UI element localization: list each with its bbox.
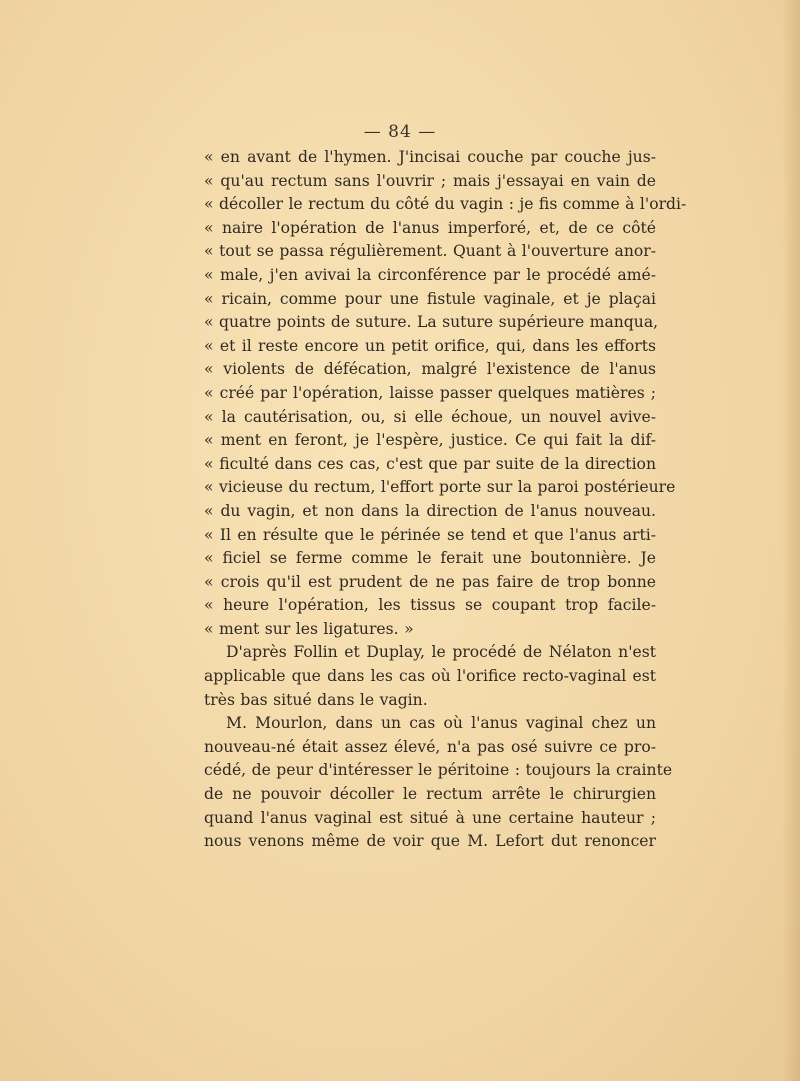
text-line: « la cautérisation, ou, si elle échoue, un nouvel avive- <box>204 407 656 426</box>
text-line: « tout se passa régulièrement. Quant à l'ouverture anor- <box>204 242 656 261</box>
page-edge-shadow <box>782 0 800 1081</box>
text-line: « vicieuse du rectum, l'effort porte sur la paroi postérieure <box>204 478 676 497</box>
page-number: — 84 — <box>363 122 437 142</box>
text-line: « en avant de l'hymen. J'incisai couche par couche jus- <box>204 148 656 166</box>
text-line: « décoller le rectum du côté du vagin : je fis comme à l'ordi- <box>204 195 687 214</box>
text-line: « quatre points de suture. La suture supérieure manqua, <box>204 313 659 332</box>
text-line: D'après Follin et Duplay, le procédé de Nélaton n'est <box>226 643 656 662</box>
text-line: « ficulté dans ces cas, c'est que par suite de la direction <box>204 454 656 473</box>
text-line: quand l'anus vaginal est situé à une certaine hauteur ; <box>204 808 656 827</box>
text-line: « et il reste encore un petit orifice, qui, dans les efforts <box>204 336 656 355</box>
text-line: « du vagin, et non dans la direction de l'anus nouveau. <box>204 501 656 520</box>
text-line: « ficiel se ferme comme le ferait une boutonnière. Je <box>204 549 656 568</box>
text-line: de ne pouvoir décoller le rectum arrête le chirurgien <box>204 785 656 804</box>
text-line: « naire l'opération de l'anus imperforé, et, de ce côté <box>204 218 656 237</box>
text-line: « violents de défécation, malgré l'existence de l'anus <box>204 360 656 379</box>
text-line: « ment sur les ligatures. » <box>204 619 414 638</box>
text-line: « créé par l'opération, laisse passer quelques matières ; <box>204 383 656 402</box>
text-line: très bas situé dans le vagin. <box>204 690 428 709</box>
text-line: « crois qu'il est prudent de ne pas faire de trop bonne <box>204 572 656 591</box>
text-line: « male, j'en avivai la circonférence par le procédé amé- <box>204 265 656 284</box>
text-line: M. Mourlon, dans un cas où l'anus vaginal chez un <box>226 714 656 733</box>
text-line: applicable que dans les cas où l'orifice recto-vaginal est <box>204 667 656 686</box>
text-line: nouveau-né était assez élevé, n'a pas osé suivre ce pro- <box>204 737 656 756</box>
text-line: « heure l'opération, les tissus se coupant trop facile- <box>204 596 656 615</box>
body-text <box>204 146 687 854</box>
text-line: nous venons même de voir que M. Lefort dut renoncer <box>204 832 656 851</box>
text-line: « ricain, comme pour une fistule vaginale, et je plaçai <box>204 289 656 308</box>
text-line: « Il en résulte que le périnée se tend et que l'anus arti- <box>204 525 656 544</box>
text-line: « qu'au rectum sans l'ouvrir ; mais j'essayai en vain de <box>204 171 656 190</box>
text-line: cédé, de peur d'intéresser le péritoine : toujours la crainte <box>204 761 673 780</box>
text-line: « ment en feront, je l'espère, justice. Ce qui fait la dif- <box>204 431 656 450</box>
